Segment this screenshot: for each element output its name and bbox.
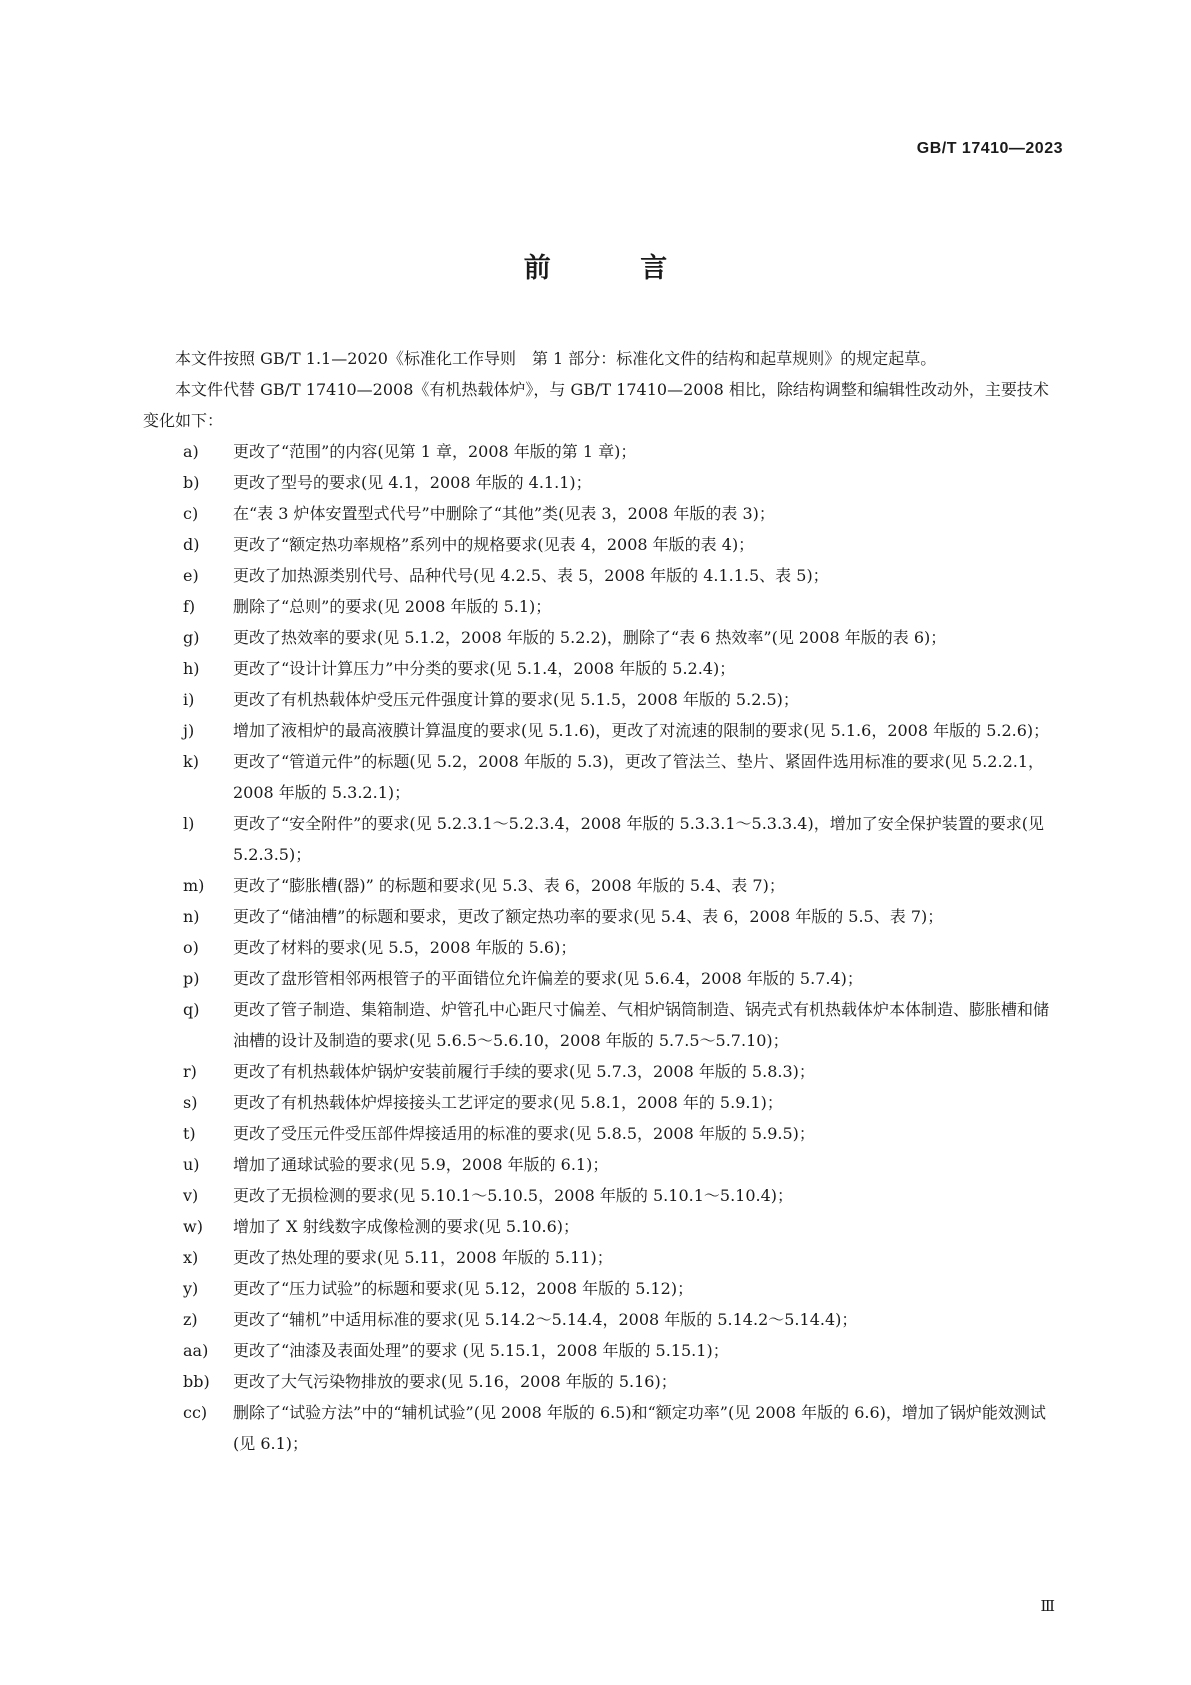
list-item-text: 更改了热效率的要求(见 5.1.2，2008 年版的 5.2.2)，删除了“表 6 热效率”(见 2008 年版的表 6)； <box>233 628 947 647</box>
list-item <box>143 684 1064 715</box>
list-marker: m) <box>183 876 205 895</box>
list-item-text: 更改了“压力试验”的标题和要求(见 5.12，2008 年版的 5.12)； <box>233 1279 694 1298</box>
list-item <box>143 808 1064 870</box>
list-marker: r) <box>183 1062 197 1081</box>
list-marker: o) <box>183 938 199 957</box>
list-item <box>143 1149 1064 1180</box>
list-item-text: 更改了加热源类别代号、品种代号(见 4.2.5、表 5，2008 年版的 4.1.1.5、表 5)； <box>233 566 829 585</box>
list-marker: s) <box>183 1093 198 1112</box>
list-item <box>143 870 1064 901</box>
list-item-text: 更改了有机热载体炉受压元件强度计算的要求(见 5.1.5，2008 年版的 5.2.5)； <box>233 690 799 709</box>
list-item <box>143 1118 1064 1149</box>
list-item <box>143 1242 1064 1273</box>
list-marker: bb) <box>183 1372 210 1391</box>
list-item <box>143 622 1064 653</box>
list-item <box>143 1397 1064 1459</box>
list-item-text: 增加了液相炉的最高液膜计算温度的要求(见 5.1.6)，更改了对流速的限制的要求(见 5.1.6，2008 年版的 5.2.6)； <box>233 721 1050 740</box>
list-marker: h) <box>183 659 200 678</box>
list-item-text: 更改了有机热载体炉锅炉安装前履行手续的要求(见 5.7.3，2008 年版的 5.8.3)； <box>233 1062 815 1081</box>
list-marker: k) <box>183 752 199 771</box>
list-item-text: 更改了“设计计算压力”中分类的要求(见 5.1.4，2008 年版的 5.2.4)； <box>233 659 736 678</box>
list-item <box>143 932 1064 963</box>
list-item <box>143 1273 1064 1304</box>
list-marker: u) <box>183 1155 200 1174</box>
list-item <box>143 1087 1064 1118</box>
list-item <box>143 963 1064 994</box>
list-marker: g) <box>183 628 200 647</box>
list-item <box>143 529 1064 560</box>
list-item-text: 更改了型号的要求(见 4.1，2008 年版的 4.1.1)； <box>233 473 592 492</box>
list-marker: q) <box>183 1000 200 1019</box>
list-item-text: 更改了有机热载体炉焊接接头工艺评定的要求(见 5.8.1，2008 年的 5.9.1)； <box>233 1093 783 1112</box>
list-item-text: 更改了受压元件受压部件焊接适用的标准的要求(见 5.8.5，2008 年版的 5.9.5)； <box>233 1124 815 1143</box>
list-item-text: 更改了盘形管相邻两根管子的平面错位允许偏差的要求(见 5.6.4，2008 年版的 5.7.4)； <box>233 969 863 988</box>
list-item-text: 增加了通球试验的要求(见 5.9，2008 年版的 6.1)； <box>233 1155 609 1174</box>
list-marker: l) <box>183 814 195 833</box>
list-item-text: 更改了“管道元件”的标题(见 5.2，2008 年版的 5.3)，更改了管法兰、垫片、紧固件选用标准的要求(见 5.2.2.1，2008 年版的 5.3.2.1)； <box>233 752 1045 802</box>
list-marker: b) <box>183 473 200 492</box>
list-marker: y) <box>183 1279 199 1298</box>
page-title: 前 言 <box>523 253 708 284</box>
list-item <box>143 715 1064 746</box>
list-item <box>143 591 1064 622</box>
list-item <box>143 994 1064 1056</box>
list-marker: c) <box>183 504 199 523</box>
list-item-text: 更改了热处理的要求(见 5.11，2008 年版的 5.11)； <box>233 1248 613 1267</box>
list-item-text: 删除了“总则”的要求(见 2008 年版的 5.1)； <box>233 597 552 616</box>
list-marker: j) <box>183 721 195 740</box>
list-item-text: 更改了“辅机”中适用标准的要求(见 5.14.2～5.14.4，2008 年版的 5.14.2～5.14.4)； <box>233 1310 858 1329</box>
list-item-text: 在“表 3 炉体安置型式代号”中删除了“其他”类(见表 3，2008 年版的表 3)； <box>233 504 775 523</box>
list-marker: t) <box>183 1124 196 1143</box>
list-marker: e) <box>183 566 199 585</box>
foreword-content <box>143 343 1064 1459</box>
list-item-text: 更改了“范围”的内容(见第 1 章，2008 年版的第 1 章)； <box>233 442 637 461</box>
list-marker: z) <box>183 1310 198 1329</box>
list-item-text: 更改了“额定热功率规格”系列中的规格要求(见表 4，2008 年版的表 4)； <box>233 535 755 554</box>
list-marker: i) <box>183 690 195 709</box>
list-item <box>143 1211 1064 1242</box>
list-item <box>143 1366 1064 1397</box>
list-item <box>143 1335 1064 1366</box>
list-item-text: 更改了“安全附件”的要求(见 5.2.3.1～5.2.3.4，2008 年版的 5.3.3.1～5.3.3.4)，增加了安全保护装置的要求(见 5.2.3.5)； <box>233 814 1044 864</box>
list-item <box>143 1304 1064 1335</box>
list-item-text: 增加了 X 射线数字成像检测的要求(见 5.10.6)； <box>233 1217 580 1236</box>
list-marker: f) <box>183 597 196 616</box>
list-item <box>143 1180 1064 1211</box>
list-marker: cc) <box>183 1403 208 1422</box>
list-marker: aa) <box>183 1341 209 1360</box>
list-item <box>143 653 1064 684</box>
list-item <box>143 467 1064 498</box>
changes-list <box>143 436 1064 1459</box>
list-item <box>143 436 1064 467</box>
list-item-text: 更改了材料的要求(见 5.5，2008 年版的 5.6)； <box>233 938 577 957</box>
intro-paragraph: 本文件代替 GB/T 17410—2008《有机热载体炉》，与 GB/T 17410—2008 相比，除结构调整和编辑性改动外，主要技术变化如下： <box>143 380 1049 430</box>
list-item-text: 更改了“膨胀槽(器)” 的标题和要求(见 5.3、表 6，2008 年版的 5.4、表 7)； <box>233 876 785 895</box>
list-item <box>143 498 1064 529</box>
list-item-text: 更改了无损检测的要求(见 5.10.1～5.10.5，2008 年版的 5.10.1～5.10.4)； <box>233 1186 794 1205</box>
list-marker: v) <box>183 1186 199 1205</box>
list-marker: n) <box>183 907 200 926</box>
list-item <box>143 901 1064 932</box>
list-marker: d) <box>183 535 200 554</box>
list-item-text: 更改了管子制造、集箱制造、炉管孔中心距尺寸偏差、气相炉锅筒制造、锅壳式有机热载体炉本体制造、膨胀槽和储油槽的设计及制造的要求(见 5.6.5～5.6.10，2008 年版的 5.7.5～5.7.10)； <box>233 1000 1050 1050</box>
list-marker: p) <box>183 969 200 988</box>
list-item-text: 更改了大气污染物排放的要求(见 5.16，2008 年版的 5.16)； <box>233 1372 677 1391</box>
list-item <box>143 1056 1064 1087</box>
list-marker: x) <box>183 1248 199 1267</box>
intro-paragraph: 本文件按照 GB/T 1.1—2020《标准化工作导则 第 1 部分：标准化文件的结构和起草规则》的规定起草。 <box>175 349 937 368</box>
list-item-text: 更改了“储油槽”的标题和要求，更改了额定热功率的要求(见 5.4、表 6，2008 年版的 5.5、表 7)； <box>233 907 944 926</box>
list-item <box>143 560 1064 591</box>
list-item <box>143 746 1064 808</box>
list-item-text: 删除了“试验方法”中的“辅机试验”(见 2008 年版的 6.5)和“额定功率”(见 2008 年版的 6.6)，增加了锅炉能效测试(见 6.1)； <box>233 1403 1046 1453</box>
standard-code: GB/T 17410—2023 <box>916 140 1063 157</box>
list-marker: a) <box>183 442 199 461</box>
page-number: Ⅲ <box>1040 1597 1055 1615</box>
list-item-text: 更改了“油漆及表面处理”的要求 (见 5.15.1，2008 年版的 5.15.1)； <box>233 1341 729 1360</box>
list-marker: w) <box>183 1217 203 1236</box>
